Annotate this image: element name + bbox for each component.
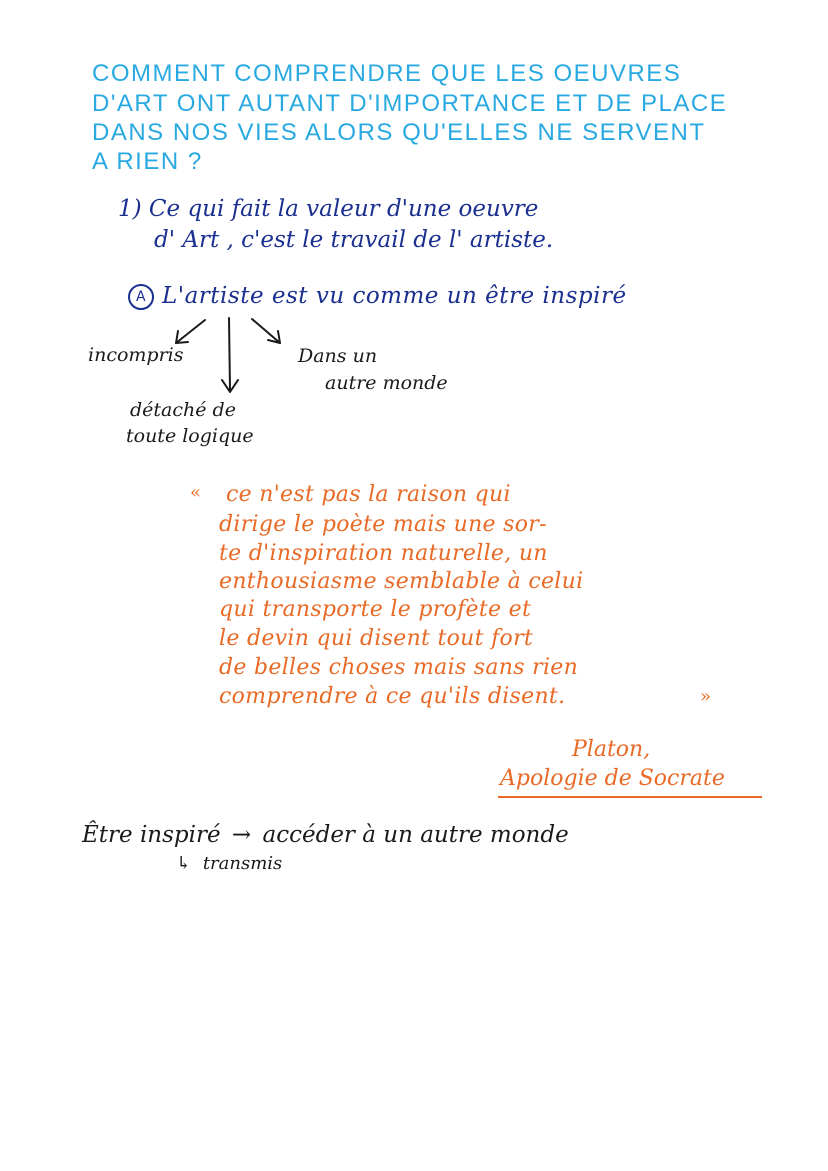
quote-line-3: te d'inspiration naturelle, un (219, 541, 548, 566)
part-1-line-1: 1) Ce qui fait la valeur d'une oeuvre (118, 196, 539, 222)
quote-line-1: ce n'est pas la raison qui (226, 482, 511, 507)
title-line-3: DANS NOS VIES ALORS QU'ELLES NE SERVENT (92, 119, 706, 146)
quote-open-mark: « (190, 482, 202, 503)
conclusion-arrow: → (231, 822, 252, 848)
conclusion-sub-line (176, 853, 282, 874)
branch-incompris: incompris (88, 344, 184, 366)
quote-line-4: enthousiasme semblable à celui (219, 569, 584, 594)
quote-line-6: le devin qui disent tout fort (219, 626, 534, 651)
conclusion-end: accéder à un autre monde (262, 822, 569, 848)
branch-dans-un: Dans un (298, 345, 378, 367)
branch-logique: toute logique (126, 425, 254, 447)
arrow-down (229, 318, 230, 390)
conclusion-line (82, 822, 569, 848)
title-line-4: A RIEN ? (92, 148, 203, 175)
quote-line-5: qui transporte le profète et (219, 597, 532, 622)
title-line-2: D'ART ONT AUTANT D'IMPORTANCE ET DE PLACE (92, 90, 728, 117)
quote-line-8: comprendre à ce qu'ils disent. (219, 684, 566, 709)
quote-line-7: de belles choses mais sans rien (219, 655, 579, 680)
conclusion-sub-arrow: ↳ (176, 853, 192, 874)
conclusion-sub: transmis (202, 853, 283, 874)
quote-close-mark: » (700, 686, 712, 707)
quote-work: Apologie de Socrate (500, 766, 725, 791)
section-a-marker: A (128, 284, 154, 310)
branch-autre-monde: autre monde (325, 372, 448, 394)
branch-detache: détaché de (130, 399, 236, 421)
quote-author: Platon, (572, 737, 651, 762)
title-line-1: COMMENT COMPRENDRE QUE LES OEUVRES (92, 60, 682, 87)
arrow-left (176, 320, 205, 343)
conclusion-start: Être inspiré (82, 822, 221, 848)
quote-work-underline (498, 796, 762, 798)
section-a-text: L'artiste est vu comme un être inspiré (162, 283, 627, 309)
quote-line-2: dirige le poète mais une sor- (219, 512, 547, 537)
part-1-line-2: d' Art , c'est le travail de l' artiste. (154, 227, 554, 253)
arrow-right (252, 319, 280, 343)
